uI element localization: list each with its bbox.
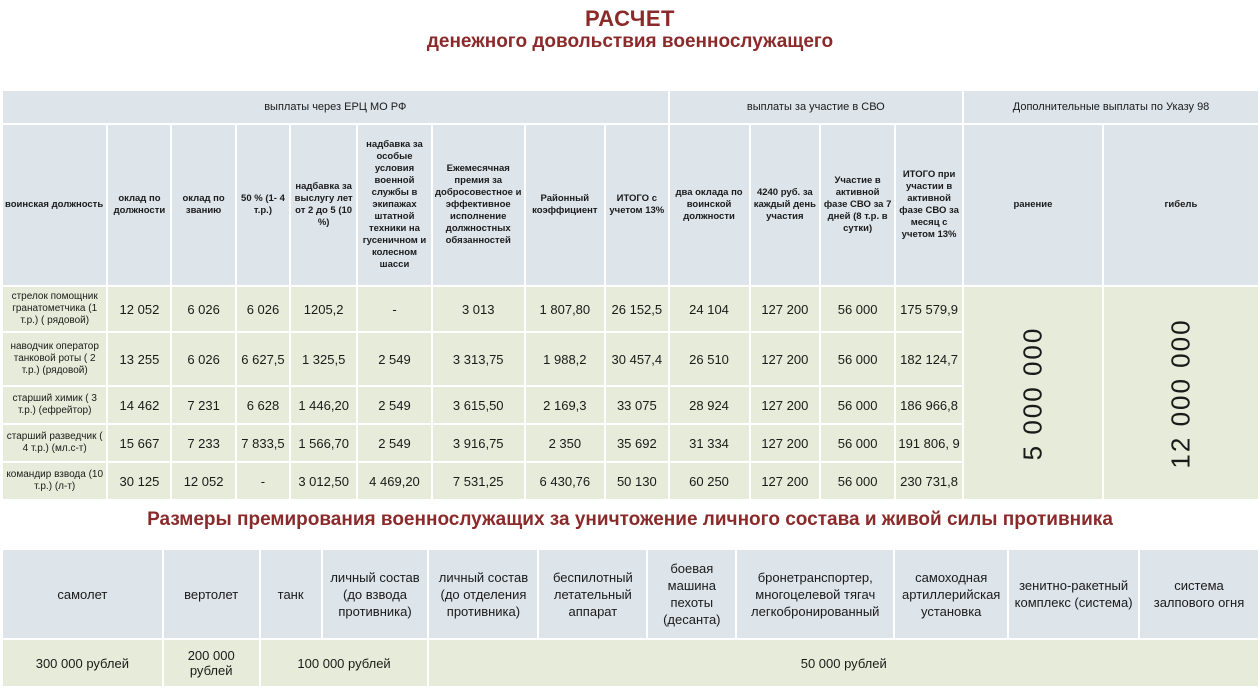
value-cell: 26 152,5 xyxy=(605,286,668,332)
position-cell: командир взвода (10 т.р.) (л-т) xyxy=(2,462,107,500)
value-cell: 13 255 xyxy=(107,332,171,386)
wound-amount: 5 000 000 xyxy=(1017,326,1048,460)
value-cell: - xyxy=(357,286,432,332)
value-cell: 3 013 xyxy=(432,286,525,332)
value-cell: 1205,2 xyxy=(290,286,357,332)
value-cell: 127 200 xyxy=(750,424,821,462)
value-cell: 3 012,50 xyxy=(290,462,357,500)
value-cell: 60 250 xyxy=(669,462,750,500)
col-header: оклад по званию xyxy=(171,124,235,286)
bonus-header: самолет xyxy=(2,549,163,639)
value-cell: 127 200 xyxy=(750,332,821,386)
col-header: оклад по должности xyxy=(107,124,171,286)
value-cell: 1 446,20 xyxy=(290,386,357,424)
bonus-header: зенитно-ракетный комплекс (система) xyxy=(1008,549,1139,639)
value-cell: 230 731,8 xyxy=(895,462,963,500)
col-header: гибель xyxy=(1103,124,1259,286)
bonus-heli: 200 000 рублей xyxy=(163,639,260,687)
bonus-header: бронетранспортер, многоцелевой тягач легкобронированный xyxy=(736,549,894,639)
value-cell: 6 628 xyxy=(236,386,290,424)
value-cell: 30 457,4 xyxy=(605,332,668,386)
column-header-row xyxy=(2,124,1259,286)
position-cell: старший химик ( 3 т.р.) (ефрейтор) xyxy=(2,386,107,424)
value-cell: 24 104 xyxy=(669,286,750,332)
value-cell: 2 350 xyxy=(525,424,606,462)
value-cell: 14 462 xyxy=(107,386,171,424)
value-cell: 6 430,76 xyxy=(525,462,606,500)
col-header: два оклада по воинской должности xyxy=(669,124,750,286)
position-cell: наводчик оператор танковой роты ( 2 т.р.) (рядовой) xyxy=(2,332,107,386)
col-header: Районный коэффициент xyxy=(525,124,606,286)
value-cell: 33 075 xyxy=(605,386,668,424)
table-row xyxy=(2,286,1259,332)
value-cell: 56 000 xyxy=(820,462,895,500)
value-cell: 1 566,70 xyxy=(290,424,357,462)
value-cell: 2 169,3 xyxy=(525,386,606,424)
col-header: Ежемесячная премия за добросовестное и эффективное исполнение должностных обязанностей xyxy=(432,124,525,286)
bonus-tank-personnel: 100 000 рублей xyxy=(260,639,429,687)
value-cell: 56 000 xyxy=(820,386,895,424)
bonus-header: самоходная артиллерийская установка xyxy=(894,549,1008,639)
col-header: надбавка за особые условия военной службы в экипажах штатной техники на гусеничном и колесном шасси xyxy=(357,124,432,286)
value-cell: 12 052 xyxy=(171,462,235,500)
value-cell: 127 200 xyxy=(750,386,821,424)
col-header: 50 % (1- 4 т.р.) xyxy=(236,124,290,286)
value-cell: 1 325,5 xyxy=(290,332,357,386)
bonus-plane: 300 000 рублей xyxy=(2,639,163,687)
value-cell: 3 916,75 xyxy=(432,424,525,462)
group-erc: выплаты через ЕРЦ МО РФ xyxy=(2,90,669,124)
value-cell: 2 549 xyxy=(357,424,432,462)
value-cell: 1 988,2 xyxy=(525,332,606,386)
col-header: Участие в активной фазе СВО за 7 дней (8 т.р. в сутки) xyxy=(820,124,895,286)
page-title: РАСЧЕТ xyxy=(585,6,675,31)
value-cell: 182 124,7 xyxy=(895,332,963,386)
col-header: воинская должность xyxy=(2,124,107,286)
value-cell: 6 026 xyxy=(171,332,235,386)
value-cell: 1 807,80 xyxy=(525,286,606,332)
value-cell: 6 026 xyxy=(236,286,290,332)
value-cell: 3 313,75 xyxy=(432,332,525,386)
value-cell: 7 833,5 xyxy=(236,424,290,462)
bonus-header: личный состав (до взвода противника) xyxy=(322,549,429,639)
page-subtitle: денежного довольствия военнослужащего xyxy=(426,31,834,52)
col-header: 4240 руб. за каждый день участия xyxy=(750,124,821,286)
value-cell: 7 531,25 xyxy=(432,462,525,500)
bonus-header: вертолет xyxy=(163,549,260,639)
value-cell: 26 510 xyxy=(669,332,750,386)
bonus-header-row xyxy=(2,549,1259,639)
wound-cell xyxy=(963,286,1103,500)
value-cell: 4 469,20 xyxy=(357,462,432,500)
value-cell: 7 231 xyxy=(171,386,235,424)
col-header: надбавка за выслугу лет от 2 до 5 (10 %) xyxy=(290,124,357,286)
value-cell: 3 615,50 xyxy=(432,386,525,424)
value-cell: 31 334 xyxy=(669,424,750,462)
value-cell: 56 000 xyxy=(820,424,895,462)
value-cell: 191 806, 9 xyxy=(895,424,963,462)
value-cell: 127 200 xyxy=(750,286,821,332)
value-cell: 186 966,8 xyxy=(895,386,963,424)
value-cell: 175 579,9 xyxy=(895,286,963,332)
value-cell: 56 000 xyxy=(820,286,895,332)
value-cell: 50 130 xyxy=(605,462,668,500)
bonus-table xyxy=(1,548,1260,688)
group-header-row xyxy=(2,90,1259,124)
position-cell: стрелок помощник гранатометчика (1 т.р.) ( рядовой) xyxy=(2,286,107,332)
value-cell: - xyxy=(236,462,290,500)
bonus-values-row xyxy=(2,639,1259,687)
bonus-rest: 50 000 рублей xyxy=(428,639,1259,687)
position-cell: старший разведчик ( 4 т.р.) (мл.с-т) xyxy=(2,424,107,462)
value-cell: 28 924 xyxy=(669,386,750,424)
value-cell: 12 052 xyxy=(107,286,171,332)
value-cell: 30 125 xyxy=(107,462,171,500)
value-cell: 6 026 xyxy=(171,286,235,332)
col-header: ранение xyxy=(963,124,1103,286)
value-cell: 127 200 xyxy=(750,462,821,500)
col-header: ИТОГО с учетом 13% xyxy=(605,124,668,286)
bonus-title: Размеры премирования военнослужащих за уничтожение личного состава и живой силы противника xyxy=(147,509,1113,530)
bonus-header: личный состав (до отделения противника) xyxy=(428,549,538,639)
value-cell: 6 627,5 xyxy=(236,332,290,386)
value-cell: 2 549 xyxy=(357,332,432,386)
value-cell: 2 549 xyxy=(357,386,432,424)
death-cell xyxy=(1103,286,1259,500)
value-cell: 35 692 xyxy=(605,424,668,462)
col-header: ИТОГО при участии в активной фазе СВО за месяц с учетом 13% xyxy=(895,124,963,286)
group-extra: Дополнительные выплаты по Указу 98 xyxy=(963,90,1259,124)
value-cell: 15 667 xyxy=(107,424,171,462)
bonus-header: танк xyxy=(260,549,322,639)
bonus-header: беспилотный летательный аппарат xyxy=(538,549,647,639)
salary-table xyxy=(1,89,1260,501)
bonus-header: система залпового огня xyxy=(1139,549,1259,639)
death-amount: 12 000 000 xyxy=(1165,317,1196,469)
value-cell: 56 000 xyxy=(820,332,895,386)
group-svo: выплаты за участие в СВО xyxy=(669,90,964,124)
value-cell: 7 233 xyxy=(171,424,235,462)
bonus-header: боевая машина пехоты (десанта) xyxy=(647,549,736,639)
